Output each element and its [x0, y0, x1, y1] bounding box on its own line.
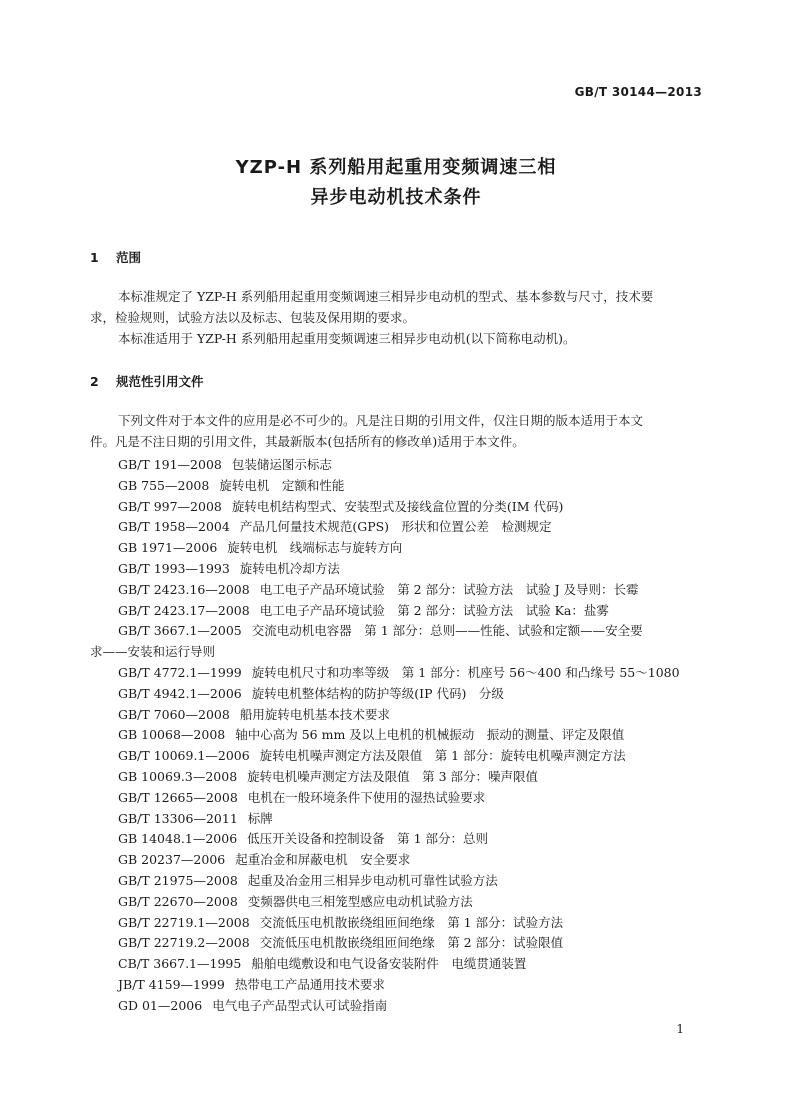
reference-item	[118, 580, 639, 598]
reference-code: GB/T 12665—2008	[118, 789, 238, 805]
reference-item	[118, 559, 340, 577]
section-1-paragraph-2: 本标准适用于 YZP-H 系列船用起重用变频调速三相异步电动机(以下简称电动机)。	[118, 331, 576, 346]
section-title: 规范性引用文件	[116, 374, 204, 389]
reference-item	[118, 933, 563, 951]
reference-code: GB/T 22719.1—2008	[118, 914, 250, 930]
reference-item	[118, 996, 387, 1014]
reference-item	[118, 975, 385, 993]
reference-title: 电工电子产品环境试验 第 2 部分：试验方法 试验 Ka：盐雾	[259, 602, 609, 618]
reference-title: 标牌	[247, 810, 273, 826]
reference-title: 热带电工产品通用技术要求	[234, 977, 385, 992]
reference-title: 交流低压电机散嵌绕组匝间绝缘 第 1 部分：试验方法	[259, 914, 564, 930]
section-2-intro-line-1: 下列文件对于本文件的应用是必不可少的。凡是注日期的引用文件，仅注日期的版本适用于本文	[118, 413, 644, 428]
reference-title: 电工电子产品环境试验 第 2 部分：试验方法 试验 J 及导则：长霉	[259, 581, 639, 597]
reference-code: GB/T 13306—2011	[118, 810, 238, 826]
reference-title: 旋转电机结构型式、安装型式及接线盒位置的分类(IM 代码)	[231, 498, 564, 514]
reference-item	[118, 476, 344, 494]
reference-item	[118, 746, 626, 764]
reference-title: 旋转电机整体结构的防护等级(IP 代码) 分级	[251, 685, 504, 701]
document-title-line-2: 异步电动机技术条件	[310, 187, 482, 208]
reference-item	[118, 705, 390, 723]
reference-code: GB 10068—2008	[118, 727, 226, 743]
reference-code: GB/T 10069.1—2006	[118, 748, 250, 764]
reference-item	[118, 538, 402, 556]
reference-item	[118, 517, 552, 535]
reference-code: GB/T 1993—1993	[118, 561, 230, 576]
reference-title: 旋转电机尺寸和功率等级 第 1 部分：机座号 56～400 和凸缘号 55～1080	[251, 665, 680, 680]
reference-title: 变频器供电三相笼型感应电动机试验方法	[247, 893, 473, 909]
reference-title: 船用旋转电机基本技术要求	[239, 706, 390, 722]
reference-code: GD 01—2006	[118, 997, 203, 1013]
reference-code: GB/T 997—2008	[118, 498, 222, 514]
section-number: 1	[90, 250, 99, 265]
reference-item	[118, 829, 488, 847]
reference-code: JB/T 4159—1999	[118, 977, 225, 992]
document-title-line-1: YZP-H 系列船用起重用变频调速三相	[235, 157, 557, 178]
section-title: 范围	[116, 250, 142, 265]
reference-title: 电机在一般环境条件下使用的湿热试验要求	[247, 789, 486, 805]
reference-code: GB/T 22719.2—2008	[118, 935, 250, 951]
section-1-paragraph-1-line-2: 求，检验规则，试验方法以及标志、包装及保用期的要求。	[90, 310, 416, 325]
reference-title: 旋转电机噪声测定方法及限值 第 3 部分：噪声限值	[247, 769, 539, 784]
reference-title: 交流电动机电容器 第 1 部分：总则——性能、试验和定额——安全要	[251, 623, 643, 639]
section-2-intro-line-2: 件。凡是不注日期的引用文件，其最新版本(包括所有的修改单)适用于本文件。	[90, 434, 525, 449]
reference-title: 旋转电机 线端标志与旋转方向	[227, 540, 403, 556]
reference-code: GB/T 191—2008	[118, 457, 222, 472]
page-number: 1	[676, 1022, 684, 1036]
reference-code: GB 20237—2006	[118, 852, 226, 868]
section-1-heading	[90, 248, 141, 266]
reference-title: 包装储运图示标志	[231, 457, 332, 472]
reference-item	[118, 913, 563, 931]
reference-item	[118, 725, 624, 743]
reference-item	[118, 767, 538, 785]
reference-title: 旋转电机噪声测定方法及限值 第 1 部分：旋转电机噪声测定方法	[259, 748, 626, 764]
reference-item	[118, 621, 643, 639]
reference-title: 起重冶金和屏蔽电机 安全要求	[235, 852, 411, 868]
reference-item	[118, 892, 473, 910]
reference-code: GB 755—2008	[118, 477, 210, 493]
reference-item	[118, 684, 504, 702]
reference-item	[118, 809, 273, 827]
reference-code: GB/T 1958—2004	[118, 519, 230, 535]
reference-title: 旋转电机 定额和性能	[219, 477, 345, 493]
section-2-heading	[90, 372, 204, 390]
reference-item	[118, 601, 609, 619]
reference-code: GB/T 4772.1—1999	[118, 665, 242, 680]
reference-code: GB 10069.3—2008	[118, 769, 238, 784]
reference-item	[118, 497, 563, 515]
reference-code: GB/T 3667.1—2005	[118, 623, 242, 639]
reference-code: GB/T 7060—2008	[118, 706, 230, 722]
reference-title: 起重及冶金用三相异步电动机可靠性试验方法	[247, 873, 498, 888]
reference-title: 产品几何量技术规范(GPS) 形状和位置公差 检测规定	[239, 519, 552, 535]
reference-item	[118, 788, 485, 806]
reference-title: 船舶电缆敷设和电气设备安装附件 电缆贯通装置	[251, 956, 527, 972]
reference-title: 低压开关设备和控制设备 第 1 部分：总则	[247, 831, 489, 847]
reference-item	[118, 663, 680, 681]
standard-number: GB/T 30144—2013	[574, 85, 702, 99]
reference-title: 旋转电机冷却方法	[239, 561, 340, 576]
reference-title-continuation: 求——安装和运行导则	[90, 644, 216, 660]
reference-code: GB/T 2423.16—2008	[118, 581, 250, 597]
reference-code: CB/T 3667.1—1995	[118, 956, 242, 972]
reference-item	[118, 871, 498, 889]
reference-code: GB 14048.1—2006	[118, 831, 238, 847]
section-1-paragraph-1-line-1: 本标准规定了 YZP-H 系列船用起重用变频调速三相异步电动机的型式、基本参数与尺寸，技术要	[118, 289, 654, 304]
reference-title: 电气电子产品型式认可试验指南	[212, 997, 388, 1013]
reference-title: 交流低压电机散嵌绕组匝间绝缘 第 2 部分：试验限值	[259, 935, 564, 951]
reference-code: GB/T 4942.1—2006	[118, 685, 242, 701]
reference-item	[118, 850, 410, 868]
reference-item	[118, 954, 526, 972]
reference-code: GB/T 21975—2008	[118, 873, 238, 888]
reference-code: GB 1971—2006	[118, 540, 218, 556]
section-number: 2	[90, 374, 99, 389]
reference-code: GB/T 22670—2008	[118, 893, 238, 909]
reference-code: GB/T 2423.17—2008	[118, 602, 250, 618]
reference-item	[118, 455, 332, 473]
reference-title: 轴中心高为 56 mm 及以上电机的机械振动 振动的测量、评定及限值	[235, 727, 625, 743]
